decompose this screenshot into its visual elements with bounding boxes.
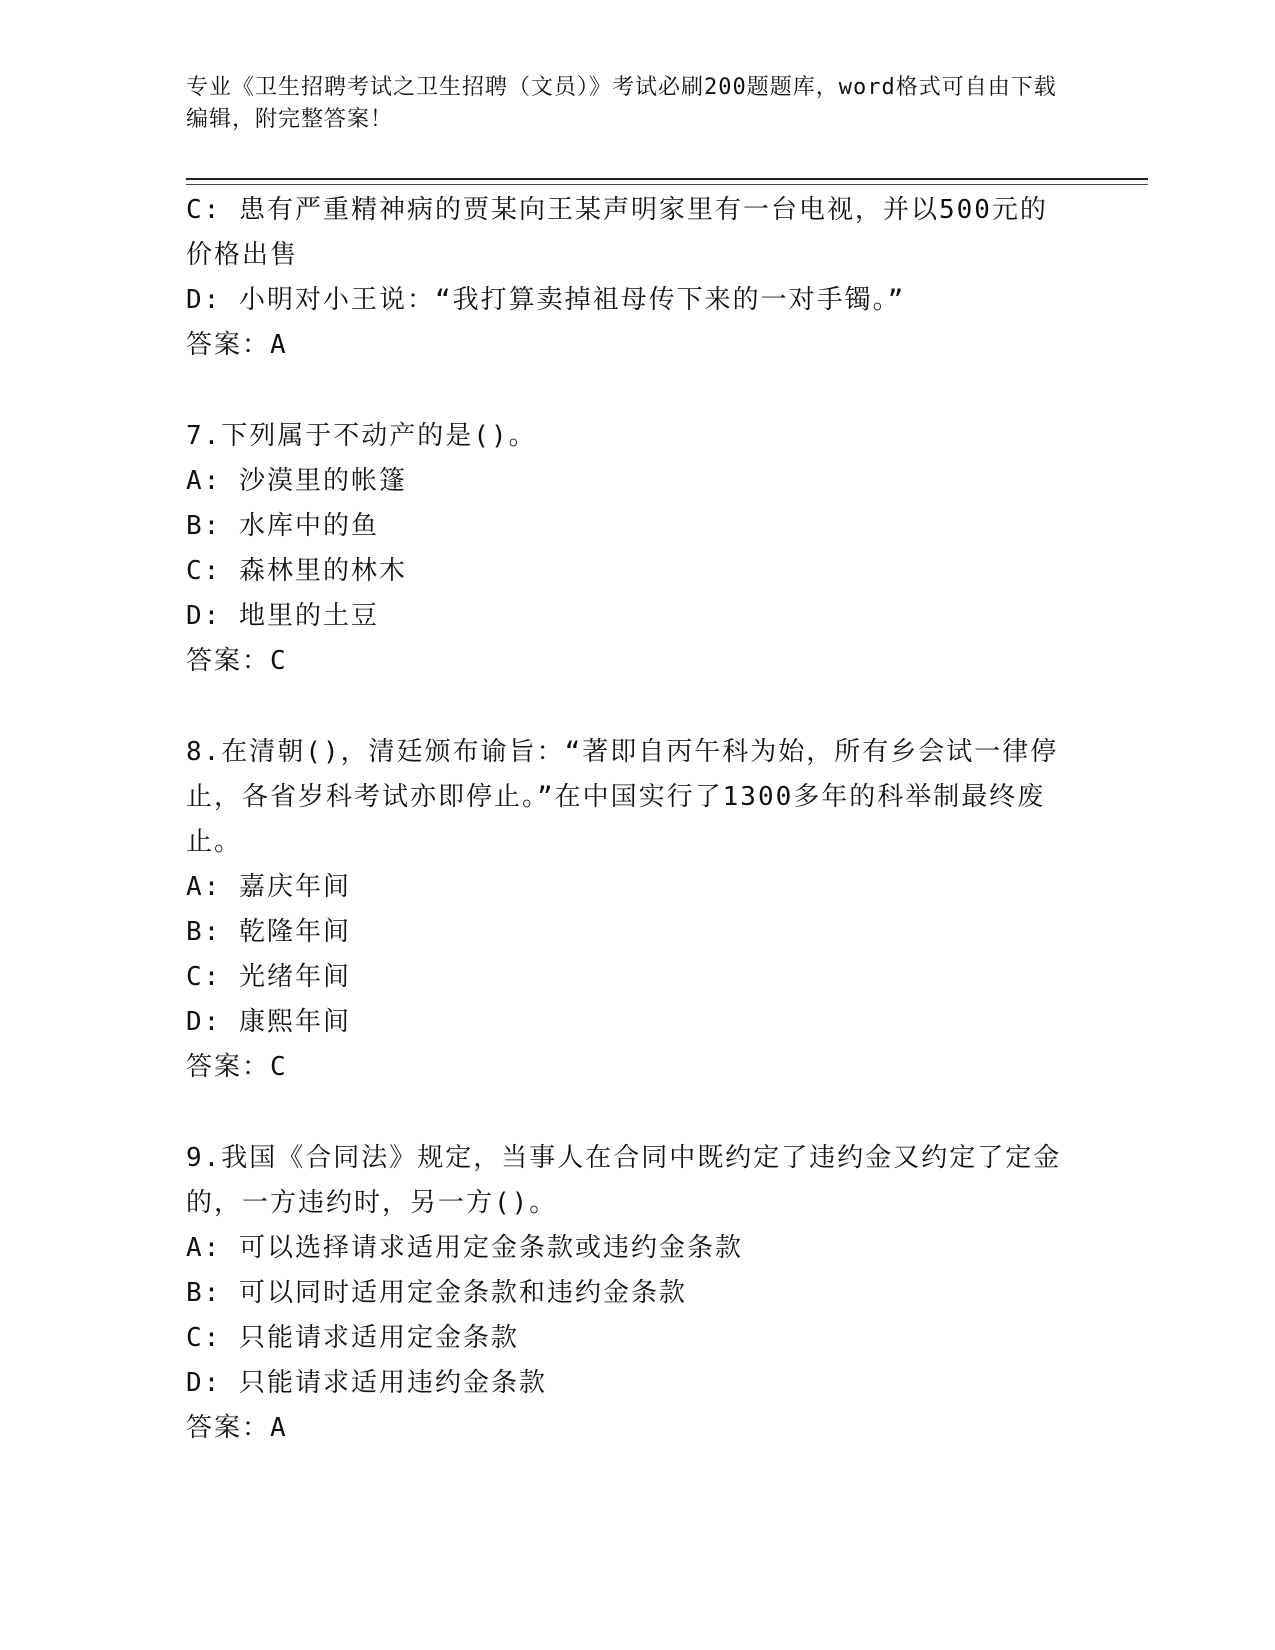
spacer: [186, 1090, 1066, 1136]
option-b: B: 可以同时适用定金条款和违约金条款: [186, 1278, 687, 1308]
option-d: D: 地里的土豆: [186, 601, 379, 631]
header-divider-thick: [186, 178, 1148, 180]
question-stem: 9.我国《合同法》规定，当事人在合同中既约定了违约金又约定了定金的，一方违约时，另一方()。: [186, 1143, 1062, 1218]
option-d: D: 康熙年间: [186, 1007, 351, 1037]
question-9: [186, 1136, 1066, 1451]
option-a: A: 沙漠里的帐篷: [186, 466, 407, 496]
spacer: [186, 368, 1066, 414]
document-header: 专业《卫生招聘考试之卫生招聘（文员）》考试必刷200题题库，word格式可自由下载编辑，附完整答案！: [186, 75, 1057, 132]
spacer: [186, 684, 1066, 730]
question-7: [186, 414, 1066, 684]
question-stem: 7.下列属于不动产的是()。: [186, 421, 537, 451]
option-c: C: 森林里的林木: [186, 556, 407, 586]
option-c: C: 光绪年间: [186, 962, 351, 992]
option-b: B: 乾隆年间: [186, 917, 351, 947]
prev-question-block: [186, 188, 1066, 368]
question-8: [186, 730, 1066, 1090]
header-divider-thin: [186, 184, 1148, 185]
option-c: C: 患有严重精神病的贾某向王某声明家里有一台电视，并以500元的价格出售: [186, 195, 1048, 270]
answer-line: 答案：C: [186, 646, 288, 676]
option-d: D: 只能请求适用违约金条款: [186, 1368, 547, 1398]
option-b: B: 水库中的鱼: [186, 511, 379, 541]
answer-line: 答案：C: [186, 1052, 288, 1082]
option-c: C: 只能请求适用定金条款: [186, 1323, 519, 1353]
answer-line: 答案：A: [186, 330, 288, 360]
option-d: D: 小明对小王说：“我打算卖掉祖母传下来的一对手镯。”: [186, 285, 906, 315]
option-a: A: 嘉庆年间: [186, 872, 351, 902]
answer-line: 答案：A: [186, 1413, 288, 1443]
question-stem: 8.在清朝()，清廷颁布谕旨：“著即自丙午科为始，所有乡会试一律停止，各省岁科考试亦即停止。”在中国实行了1300多年的科举制最终废止。: [186, 737, 1059, 857]
question-content: [186, 188, 1066, 1451]
option-a: A: 可以选择请求适用定金条款或违约金条款: [186, 1233, 743, 1263]
